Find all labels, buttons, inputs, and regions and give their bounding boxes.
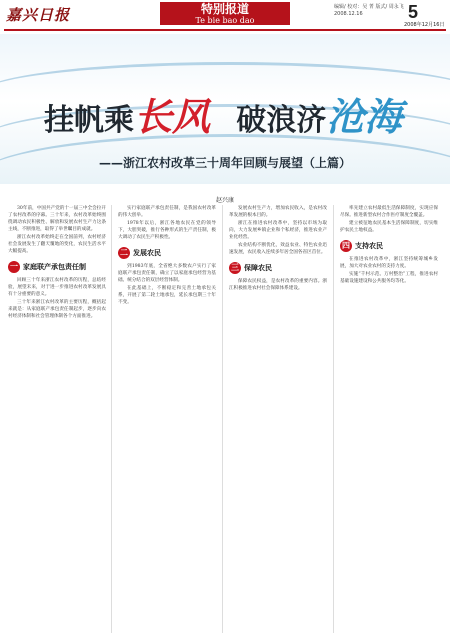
paragraph: 实施“千村示范、万村整治”工程，推进农村基础设施建设和公共服务均等化。 [340, 272, 438, 284]
paragraph: 30年前，中国共产党的十一届三中全会拉开了农村改革的序幕。三十年来，农村改革始终围绕调动农民积极性、解放和发展农村生产力这条主线，不断推进，取得了举世瞩目的成就。 [8, 206, 106, 232]
editor-meta: 编辑/ 校对：吴 菁 版式/ 周永飞 2008.12.16 [334, 4, 404, 17]
section-number-badge: 四 [342, 241, 350, 250]
headline [44, 86, 402, 141]
masthead-logo: 嘉兴日报 [6, 6, 71, 24]
section-heading-title: 支持农民 [355, 241, 383, 250]
paragraph: 浙江农村改革始终走在全国前列，农村经济社会发展发生了翻天覆地的变化，农民生活水平大幅提高。 [8, 235, 106, 254]
headline-art1: 长风 [134, 94, 211, 139]
section-heading-title: 保障农民 [244, 263, 272, 272]
paragraph: 1978年以后，浙江各地农民在党的领导下，大胆突破，推行各种形式的生产责任制，极大调动了农民生产积极性。 [118, 221, 216, 240]
headline-part2: 破浪济 [236, 103, 327, 138]
section-heading [118, 247, 216, 259]
paragraph: 在推进农村改革中，浙江坚持统筹城乡发展，加大对农业农村的支持力度。 [340, 257, 438, 269]
page-number: 5 [408, 2, 419, 22]
section-title: 特别报道 [200, 2, 249, 16]
paragraph: 回顾三十年来浙江农村改革的历程，总结经验，展望未来，对于进一步推进农村改革发展具有十分重要的意义。 [8, 278, 106, 297]
column-divider [222, 205, 223, 633]
section-heading-title: 发展农民 [133, 248, 161, 257]
section-number-badge: 二 [120, 248, 128, 257]
headline-part1: 挂帆乘 [44, 103, 134, 138]
section-number-badge: 三 [231, 263, 239, 272]
paragraph: 实行家庭联产承包责任制，是我国农村改革的伟大创举。 [118, 206, 216, 218]
headline-art2: 沧海 [326, 94, 403, 139]
paragraph: 三十年来浙江农村改革的主要历程，概括起来就是：从家庭联产承包责任制起步，逐步向农村经济体制和社会管理体制各个方面推进。 [8, 300, 106, 319]
page-date: 2008年12月16日 [404, 22, 445, 28]
paragraph: 率先建立农村最低生活保障制度，实现应保尽保。推进新型农村合作医疗制度全覆盖。 [340, 206, 438, 218]
paragraph: 在此基础上，不断稳定和完善土地承包关系，开展了第二轮土地承包，延长承包期三十年不变。 [118, 286, 216, 305]
header-rule [4, 29, 446, 31]
subtitle: ——浙江农村改革三十周年回顾与展望（上篇） [98, 156, 351, 170]
article-column-2 [118, 205, 216, 307]
article-column-3 [229, 205, 327, 293]
column-divider [333, 205, 334, 633]
column-divider [111, 205, 112, 633]
paragraph: 建立被征地农民基本生活保障制度，切实维护农民土地权益。 [340, 221, 438, 233]
paragraph: 到1983年底，全省绝大多数农户实行了家庭联产承包责任制，确立了以家庭承包经营为基础、统分结合的双层经营体制。 [118, 264, 216, 283]
paragraph: 保障农民权益，是农村改革的重要内容。浙江积极推进农村社会保障体系建设。 [229, 279, 327, 291]
section-heading-title: 家庭联产承包责任制 [23, 262, 86, 271]
page-header [0, 0, 450, 30]
section-pinyin: Te bie bao dao [195, 16, 255, 25]
section-number-badge: 一 [10, 262, 18, 271]
section-heading [8, 261, 106, 273]
paragraph: 浙江在推进农村改革中，坚持以市场为取向，大力发展乡镇企业和个私经济，推进农业产业化经营。 [229, 221, 327, 240]
paragraph: 农业结构不断优化，效益农业、特色农业迅速发展，农民收入连续多年居全国各省区首位。 [229, 243, 327, 255]
section-label [160, 2, 290, 25]
section-heading [229, 262, 327, 274]
article-column-4 [340, 205, 438, 286]
article-column-1 [8, 205, 106, 321]
paragraph: 发展农村生产力，增加农民收入，是农村改革发展的根本目的。 [229, 206, 327, 218]
author-byline: 赵兴康 [215, 197, 234, 204]
headline-banner [0, 34, 450, 184]
section-heading [340, 240, 438, 252]
